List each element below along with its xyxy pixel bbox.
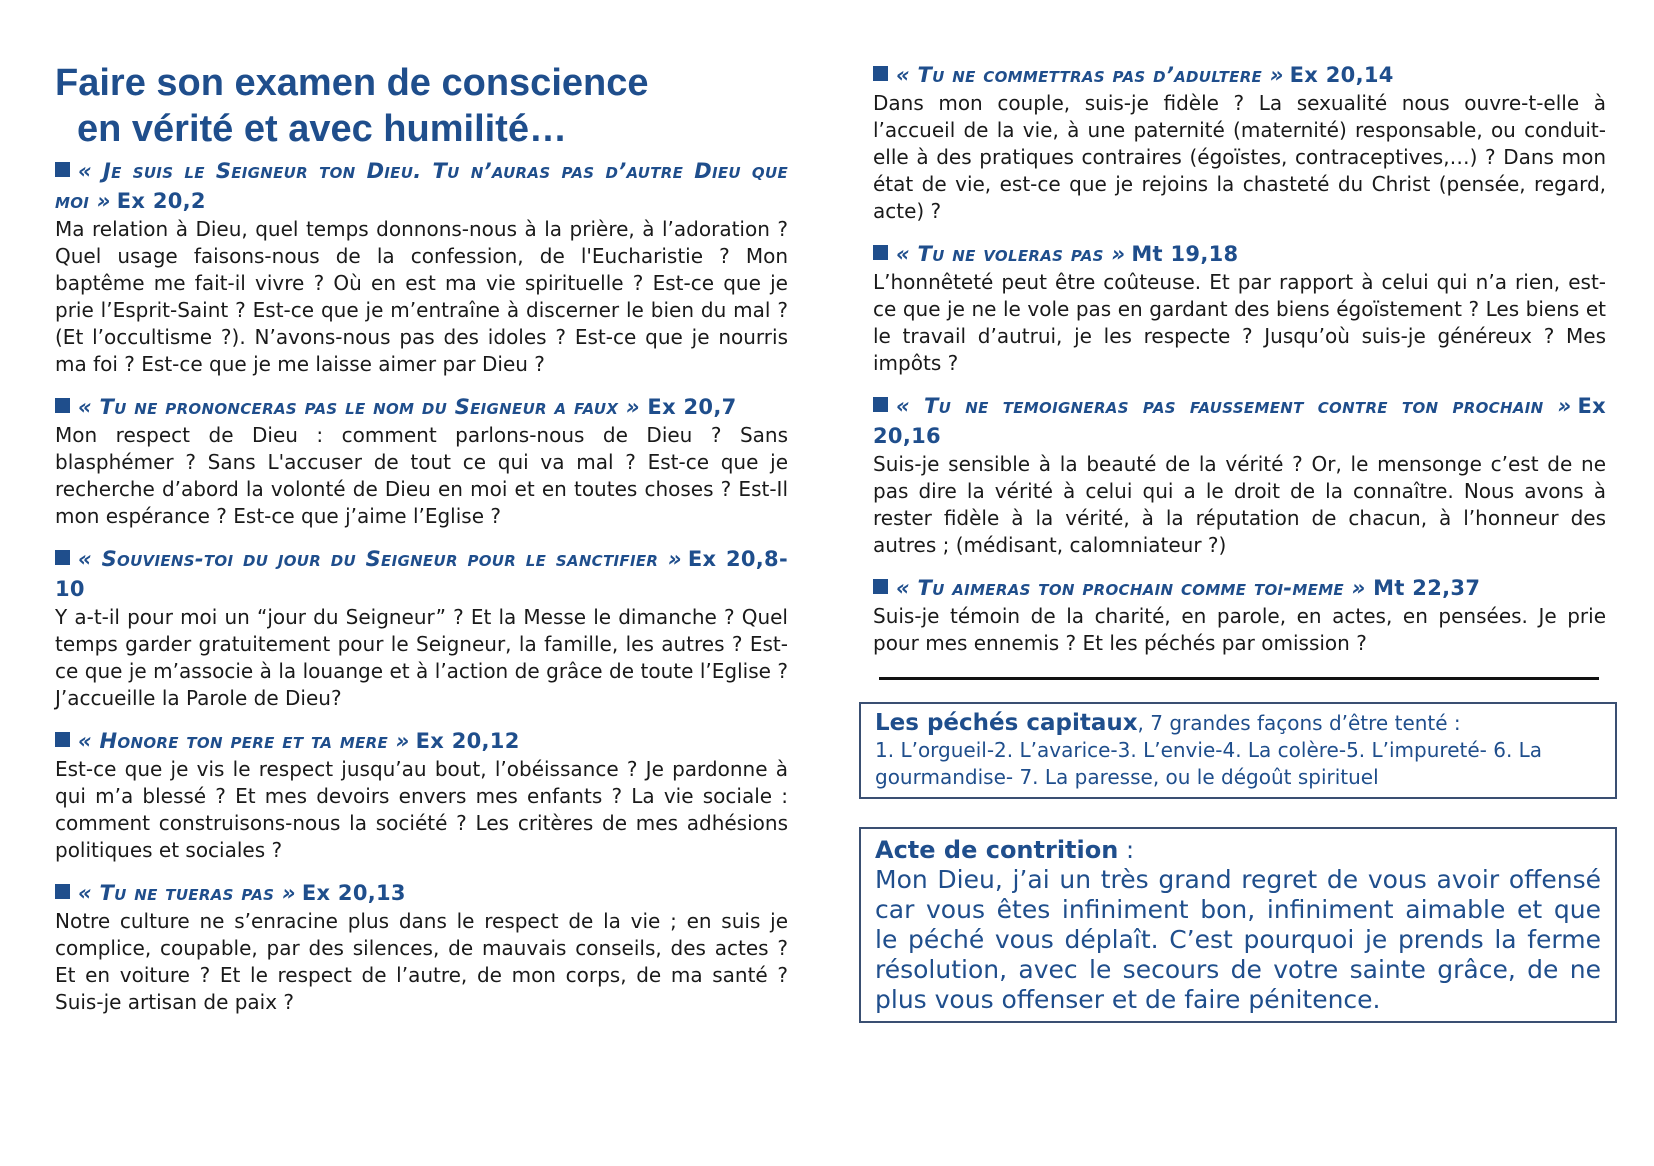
section-heading xyxy=(55,392,788,422)
commandment-section xyxy=(873,60,1606,225)
section-heading xyxy=(55,726,788,756)
scripture-ref: Mt 19,18 xyxy=(1131,242,1239,266)
section-text: Suis-je sensible à la beauté de la vérité ? Or, le mensonge c’est de ne pas dire la vérité à celui qui a le droit de la connaître. Nous avons à rester fidèle à la vérité, à la réputation de chacun, à l’honneur des autres ; (médisant, calomniateur ?) xyxy=(873,452,1606,557)
square-bullet-icon xyxy=(873,245,888,260)
section-text: Suis-je témoin de la charité, en parole, en actes, en pensées. Je prie pour mes ennemis ? Et les péchés par omission ? xyxy=(873,604,1606,655)
right-column xyxy=(873,60,1606,1023)
commandment-section xyxy=(873,239,1606,377)
contrition-text: Mon Dieu, j’ai un très grand regret de vous avoir offensé car vous êtes infiniment bon, infiniment aimable et que le péché vous déplaît. C’est pourquoi je prends la ferme résolution, avec le secours de votre sainte grâce, de ne plus vous offenser et de faire pénitence. xyxy=(875,865,1601,1014)
square-bullet-icon xyxy=(873,66,888,81)
section-heading xyxy=(55,544,788,604)
section-heading xyxy=(55,878,788,908)
commandment-section xyxy=(873,391,1606,559)
section-text: Dans mon couple, suis-je fidèle ? La sexualité nous ouvre-t-elle à l’accueil de la vie, à une paternité (maternité) responsable, ou conduit-elle à des pratiques contraires (égoïstes, contraceptives,…) ? Dans mon état de vie, est-ce que je rejoins la chasteté du Christ (pensée, regard, acte) ? xyxy=(873,91,1606,223)
heading-text: « Tu ne temoigneras pas faussement contre ton prochain » xyxy=(896,394,1572,418)
title-line-2: en vérité et avec humilité… xyxy=(77,108,567,150)
section-heading xyxy=(873,60,1606,90)
square-bullet-icon xyxy=(55,162,70,177)
heading-text: « Tu ne prononceras pas le nom du Seigneur a faux » xyxy=(78,395,640,419)
square-bullet-icon xyxy=(55,884,70,899)
section-heading xyxy=(873,573,1606,603)
commandment-section xyxy=(873,573,1606,657)
scripture-ref: Ex 20,8-10 xyxy=(55,547,788,601)
section-text: Est-ce que je vis le respect jusqu’au bout, l’obéissance ? Je pardonne à qui m’a blessé ? Et mes devoirs envers mes enfants ? La vie sociale : comment construisons-nous la société ? Les critères de mes adhésions politiques et sociales ? xyxy=(55,757,788,862)
capital-sins-list: 1. L’orgueil-2. L’avarice-3. L’envie-4. La colère-5. L’impureté- 6. La gourmandise- 7. La paresse, ou le dégoût spirituel xyxy=(875,738,1543,789)
square-bullet-icon xyxy=(55,398,70,413)
section-heading xyxy=(873,239,1606,269)
commandment-section xyxy=(55,156,788,378)
section-text: Y a-t-il pour moi un “jour du Seigneur” ? Et la Messe le dimanche ? Quel temps garder gratuitement pour le Seigneur, la famille, les autres ? Est-ce que je m’associe à la louange et à l’action de grâce de toute l’Eglise ? J’accueille la Parole de Dieu? xyxy=(55,605,788,710)
capital-sins-subtitle: , 7 grandes façons d’être tenté : xyxy=(1137,711,1461,735)
scripture-ref: Ex 20,7 xyxy=(647,395,737,419)
heading-text: « Souviens-toi du jour du Seigneur pour le sanctifier » xyxy=(78,547,682,571)
left-column xyxy=(55,60,788,1030)
scripture-ref: Ex 20,12 xyxy=(415,729,520,753)
heading-text: « Tu aimeras ton prochain comme toi-meme » xyxy=(896,576,1366,600)
contrition-colon: : xyxy=(1118,836,1135,864)
heading-text: « Tu ne voleras pas » xyxy=(896,242,1126,266)
heading-text: « Je suis le Seigneur ton Dieu. Tu n’auras pas d’autre Dieu que moi » xyxy=(55,159,788,213)
divider xyxy=(879,677,1599,680)
scripture-ref: Ex 20,2 xyxy=(116,189,206,213)
scripture-ref: Ex 20,16 xyxy=(873,394,1606,448)
square-bullet-icon xyxy=(55,550,70,565)
commandment-section xyxy=(55,878,788,1016)
commandment-section xyxy=(55,392,788,530)
scripture-ref: Ex 20,14 xyxy=(1289,63,1394,87)
heading-text: « Honore ton pere et ta mere » xyxy=(78,729,410,753)
scripture-ref: Ex 20,13 xyxy=(301,881,406,905)
square-bullet-icon xyxy=(873,397,888,412)
section-text: Notre culture ne s’enracine plus dans le respect de la vie ; en suis je complice, coupable, par des silences, de mauvais conseils, des actes ? Et en voiture ? Et le respect de l’autre, de mon corps, de ma santé ? Suis-je artisan de paix ? xyxy=(55,909,788,1014)
section-heading xyxy=(873,391,1606,451)
commandment-section xyxy=(55,726,788,864)
section-text: Ma relation à Dieu, quel temps donnons-nous à la prière, à l’adoration ? Quel usage faisons-nous de la confession, de l'Eucharistie ? Mon baptême me fait-il vivre ? Où en est ma vie spirituelle ? Est-ce que je prie l’Esprit-Saint ? Est-ce que je m’entraîne à discerner le bien du mal ? (Et l’occultisme ?). N’avons-nous pas des idoles ? Est-ce que je nourris ma foi ? Est-ce que je me laisse aimer par Dieu ? xyxy=(55,217,788,376)
capital-sins-box xyxy=(859,702,1617,799)
title-line-1: Faire son examen de conscience xyxy=(55,62,649,104)
square-bullet-icon xyxy=(873,579,888,594)
capital-sins-title: Les péchés capitaux xyxy=(875,710,1138,736)
square-bullet-icon xyxy=(55,732,70,747)
page-title xyxy=(55,60,788,152)
heading-text: « Tu ne tueras pas » xyxy=(78,881,296,905)
contrition-box xyxy=(859,827,1617,1023)
heading-text: « Tu ne commettras pas d’adultere » xyxy=(896,63,1284,87)
section-heading xyxy=(55,156,788,216)
scripture-ref: Mt 22,37 xyxy=(1373,576,1481,600)
contrition-title: Acte de contrition xyxy=(875,836,1119,864)
commandment-section xyxy=(55,544,788,712)
section-text: Mon respect de Dieu : comment parlons-nous de Dieu ? Sans blasphémer ? Sans L'accuser de tout ce qui va mal ? Est-ce que je recherche d’abord la volonté de Dieu en moi et en toutes choses ? Est-Il mon espérance ? Est-ce que j’aime l’Eglise ? xyxy=(55,423,788,528)
section-text: L’honnêteté peut être coûteuse. Et par rapport à celui qui n’a rien, est-ce que je ne le vole pas en gardant des biens égoïstement ? Les biens et le travail d’autrui, je les respecte ? Jusqu’où suis-je généreux ? Mes impôts ? xyxy=(873,270,1606,375)
